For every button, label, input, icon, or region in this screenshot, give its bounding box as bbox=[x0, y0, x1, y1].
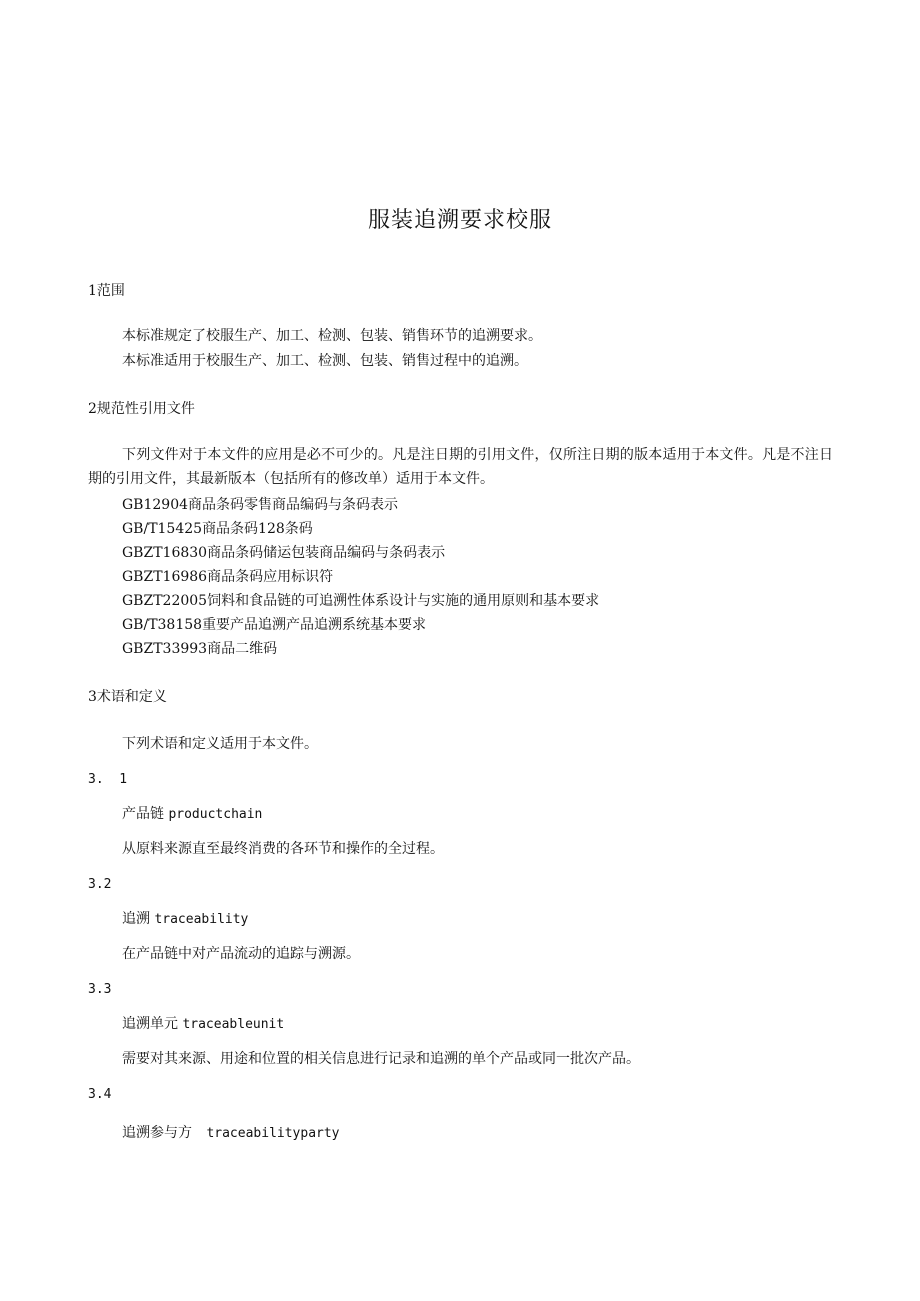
term-name: 产品链 bbox=[122, 806, 164, 822]
reference-item: GB/T38158重要产品追溯产品追溯系统基本要求 bbox=[122, 617, 427, 633]
term-definition: 从原料来源直至最终消费的各环节和操作的全过程。 bbox=[122, 841, 444, 857]
reference-item: GBZT16830商品条码储运包装商品编码与条码表示 bbox=[122, 545, 446, 561]
section-3-heading: 3术语和定义 bbox=[88, 689, 167, 705]
term-number: 3.3 bbox=[88, 982, 112, 997]
section-2-intro: 下列文件对于本文件的应用是必不可少的。凡是注日期的引用文件，仅所注日期的版本适用于本文件。凡是不注日期的引用文件，其最新版本（包括所有的修改单）适用于本文件。 bbox=[88, 447, 833, 487]
term-title bbox=[122, 910, 248, 929]
reference-item: GBZT16986商品条码应用标识符 bbox=[122, 569, 334, 585]
section-1-paragraph: 本标准适用于校服生产、加工、检测、包装、销售过程中的追溯。 bbox=[122, 353, 528, 369]
term-name: 追溯单元 bbox=[122, 1016, 178, 1032]
term-english: traceabilityparty bbox=[206, 1126, 340, 1141]
term-english: traceableunit bbox=[182, 1017, 285, 1032]
term-number: 3.2 bbox=[88, 877, 112, 892]
reference-item: GBZT33993商品二维码 bbox=[122, 641, 278, 657]
term-name: 追溯参与方 bbox=[122, 1125, 192, 1141]
section-1-paragraph: 本标准规定了校服生产、加工、检测、包装、销售环节的追溯要求。 bbox=[122, 328, 542, 344]
term-english: traceability bbox=[154, 912, 249, 927]
term-definition: 在产品链中对产品流动的追踪与溯源。 bbox=[122, 946, 360, 962]
document-title: 服装追溯要求校服 bbox=[367, 208, 552, 233]
reference-item: GB/T15425商品条码128条码 bbox=[122, 521, 313, 537]
reference-item: GBZT22005饲料和食品链的可追溯性体系设计与实施的通用原则和基本要求 bbox=[122, 593, 600, 609]
term-name: 追溯 bbox=[122, 911, 150, 927]
reference-item: GB12904商品条码零售商品编码与条码表示 bbox=[122, 497, 399, 513]
term-title bbox=[122, 1124, 340, 1143]
section-3-intro: 下列术语和定义适用于本文件。 bbox=[122, 736, 318, 752]
term-title bbox=[122, 805, 262, 824]
section-2-heading: 2规范性引用文件 bbox=[88, 401, 195, 417]
term-number: 3. 1 bbox=[88, 772, 128, 787]
term-number: 3.4 bbox=[88, 1087, 112, 1102]
term-definition: 需要对其来源、用途和位置的相关信息进行记录和追溯的单个产品或同一批次产品。 bbox=[122, 1051, 640, 1067]
section-1-heading: 1范围 bbox=[88, 283, 125, 299]
term-title bbox=[122, 1015, 284, 1034]
term-english: productchain bbox=[168, 807, 263, 822]
